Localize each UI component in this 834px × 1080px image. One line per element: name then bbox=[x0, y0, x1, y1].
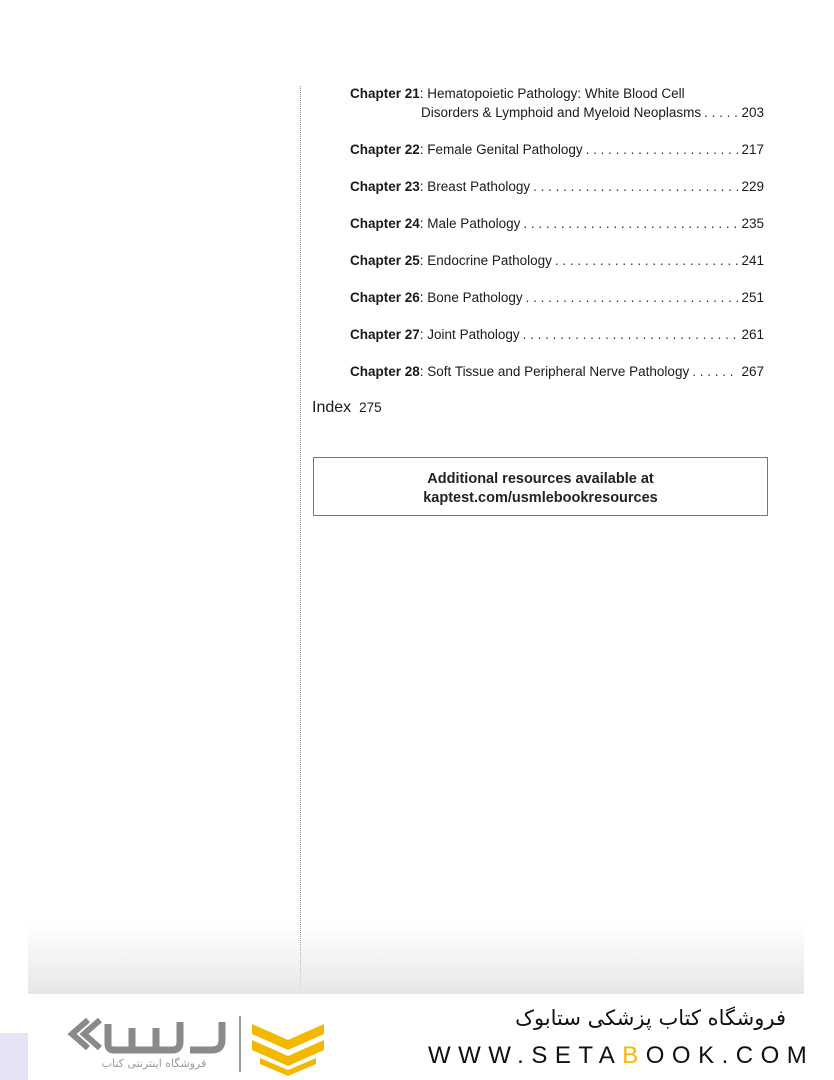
chapter-title: Male Pathology bbox=[427, 216, 521, 231]
page-number: 203 bbox=[741, 105, 764, 120]
dot-leader bbox=[526, 288, 739, 307]
chapter-number: Chapter 28 bbox=[350, 364, 420, 379]
page-number: 229 bbox=[741, 179, 764, 194]
gutter-dotted-line bbox=[300, 86, 301, 991]
toc-entry-chapter-24[interactable]: Chapter 24 : Male Pathology . . . 235 bbox=[350, 214, 764, 233]
chapter-title: Joint Pathology bbox=[427, 327, 520, 342]
toc-entry-chapter-23[interactable]: Chapter 23 : Breast Pathology . . . 229 bbox=[350, 177, 764, 196]
page-number: 241 bbox=[741, 253, 764, 268]
toc-entry-index[interactable] bbox=[312, 398, 764, 418]
page-number: 267 bbox=[741, 364, 764, 379]
dot-leader bbox=[586, 140, 739, 159]
page-number: 217 bbox=[741, 142, 764, 157]
url-part-1: WWW. bbox=[428, 1042, 532, 1069]
chapter-number: Chapter 21 bbox=[350, 86, 420, 101]
page-bottom-shadow bbox=[28, 925, 804, 995]
chapter-title-continued: Disorders & Lymphoid and Myeloid Neoplasms bbox=[421, 105, 702, 120]
dot-leader bbox=[533, 177, 738, 196]
url-part-4: OOK.COM bbox=[645, 1042, 815, 1069]
store-url[interactable] bbox=[428, 1042, 815, 1070]
page-number: 251 bbox=[741, 290, 764, 305]
chapter-title: Hematopoietic Pathology: White Blood Cell bbox=[427, 86, 685, 101]
chapter-number: Chapter 22 bbox=[350, 142, 420, 157]
dot-leader bbox=[555, 251, 739, 270]
side-tab bbox=[0, 1033, 28, 1080]
additional-resources-box bbox=[313, 457, 768, 516]
toc-entry-chapter-25[interactable]: Chapter 25 : Endocrine Pathology . . . 241 bbox=[350, 251, 764, 270]
page-number: 275 bbox=[359, 400, 382, 415]
chapter-title: Bone Pathology bbox=[427, 290, 523, 305]
resources-line-1: Additional resources available at bbox=[427, 471, 654, 487]
resources-link[interactable]: kaptest.com/usmlebookresources bbox=[423, 490, 658, 506]
chapter-title: Female Genital Pathology bbox=[427, 142, 583, 157]
toc-entry-chapter-21[interactable]: Chapter 21 : Hematopoietic Pathology: White Blood Cell Disorders & Lymphoid and Myeloid Neoplasms . . . 203 bbox=[350, 84, 764, 122]
page-number: 235 bbox=[741, 216, 764, 231]
chapter-title: Soft Tissue and Peripheral Nerve Pathology bbox=[427, 364, 690, 379]
toc-entry-chapter-22[interactable]: Chapter 22 : Female Genital Pathology . . . 217 bbox=[350, 140, 764, 159]
chapter-number: Chapter 24 bbox=[350, 216, 420, 231]
url-part-2: SETA bbox=[531, 1042, 623, 1069]
dot-leader bbox=[704, 103, 738, 122]
logo-tagline: فروشگاه اینترنتی کتاب bbox=[101, 1057, 207, 1070]
chapter-title: Breast Pathology bbox=[427, 179, 531, 194]
toc-entry-chapter-27[interactable]: Chapter 27 : Joint Pathology . . . 261 bbox=[350, 325, 764, 344]
index-label: Index bbox=[312, 399, 352, 416]
chapter-number: Chapter 23 bbox=[350, 179, 420, 194]
chapter-number: Chapter 26 bbox=[350, 290, 420, 305]
chapter-number: Chapter 25 bbox=[350, 253, 420, 268]
page-number: 261 bbox=[741, 327, 764, 342]
dot-leader bbox=[692, 362, 738, 381]
toc-entry-chapter-28[interactable]: Chapter 28 : Soft Tissue and Peripheral Nerve Pathology . . . 267 bbox=[350, 362, 764, 381]
dot-leader bbox=[523, 214, 738, 233]
dot-leader bbox=[523, 325, 739, 344]
chapter-title: Endocrine Pathology bbox=[427, 253, 552, 268]
store-name: فروشگاه کتاب پزشکی ستابوک bbox=[515, 1006, 786, 1030]
chapter-number: Chapter 27 bbox=[350, 327, 420, 342]
toc-entry-chapter-26[interactable]: Chapter 26 : Bone Pathology . . . 251 bbox=[350, 288, 764, 307]
url-part-3-highlight: B bbox=[622, 1042, 646, 1069]
